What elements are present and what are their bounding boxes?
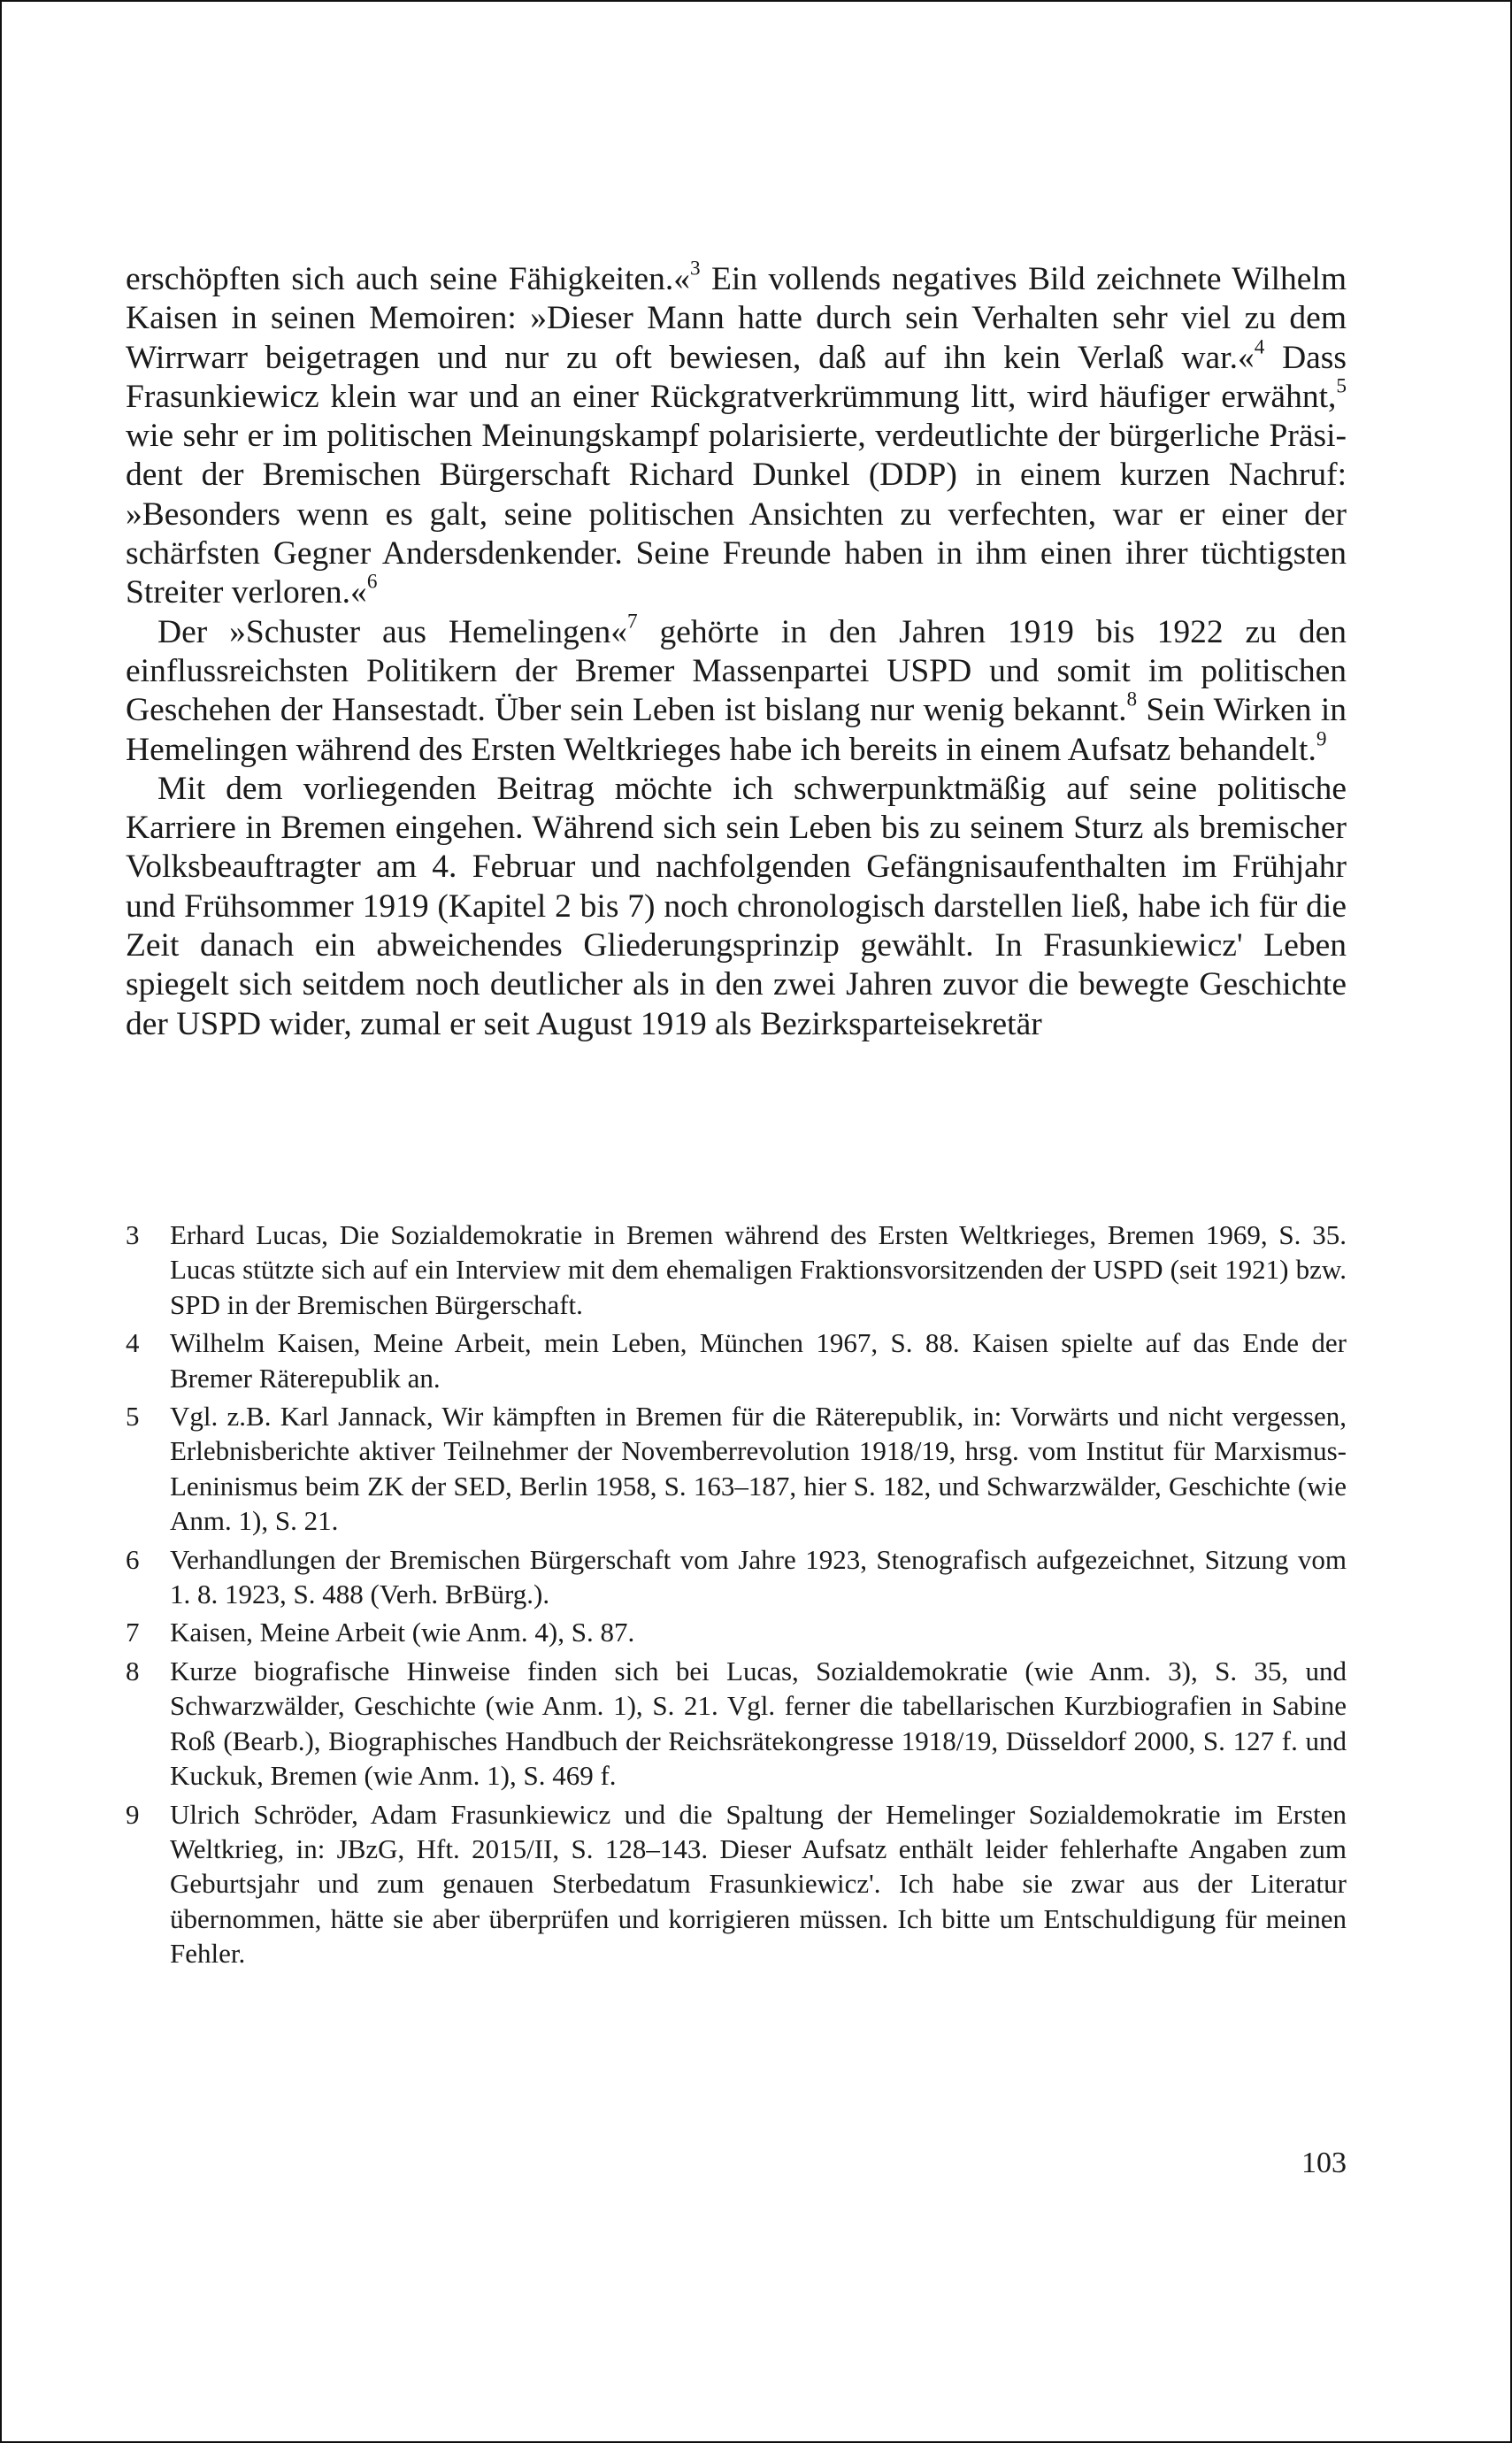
footnote-ref-8[interactable]: 8 — [1126, 688, 1138, 711]
footnote-4 — [126, 1325, 1347, 1395]
footnote-number: 4 — [126, 1327, 140, 1359]
footnote-ref-9[interactable]: 9 — [1316, 726, 1327, 750]
text-run: erschöpften sich auch seine Fähigkeiten.« — [126, 261, 690, 297]
footnote-number: 5 — [126, 1401, 140, 1433]
footnote-ref-3[interactable]: 3 — [689, 257, 701, 280]
text-run: Der »Schuster aus Hemelingen« — [157, 613, 627, 650]
footnote-number: 3 — [126, 1219, 140, 1250]
footnote-ref-4[interactable]: 4 — [1254, 334, 1265, 358]
footnote-number: 6 — [126, 1543, 140, 1575]
footnote-5 — [126, 1399, 1347, 1539]
text-run: Ein vollends negatives Bild zeichnete Wilhelm Kaisen in seinen Memoiren: »Dieser Mann hatte durch sein Verhalten sehr viel zu dem Wirrwarr beigetragen und nur zu oft bewiesen, daß auf ihn kein Verlaß war.« — [126, 261, 1347, 376]
text-run: Dass Frasunkiewicz klein war und an einer Rückgratverkrümmung litt, wird häufiger erwähnt, — [126, 339, 1347, 415]
page-number: 103 — [1301, 2147, 1347, 2179]
footnote-text: Vgl. z.B. Karl Jannack, Wir kämpften in Bremen für die Räterepublik, in: Vorwärts und nicht vergessen, Erlebnisberichte aktiver Teilnehmer der Novemberrevolution 1918/19, hrsg. vom Institut für Marxismus- Leninismus beim ZK der SED, Berlin 1958, S. 163–187, hier S. 182, und Schwarzwälder, Geschichte (wie Anm. 1), S. 21. — [170, 1401, 1347, 1537]
main-text — [126, 257, 1347, 1044]
footnote-number: 7 — [126, 1617, 140, 1648]
footnote-ref-5[interactable]: 5 — [1336, 374, 1347, 398]
footnote-text: Kurze biografische Hinweise finden sich bei Lucas, Sozialdemokratie (wie Anm. 3), S. 35, und Schwarzwälder, Geschichte (wie Anm. 1), S. 21. Vgl. ferner die tabellarischen Kurzbiografien in Sabine Roß (Bearb.), Biographisches Handbuch der Reichsrätekongresse 1918/19, Düsseldorf 2000, S. 127 f. und Kuckuk, Bremen (wie Anm. 1), S. 469 f. — [170, 1655, 1347, 1792]
text-run: Sein Wirken in Hemelingen während des Ersten Weltkrieges habe ich bereits in einem Aufsatz behandelt. — [126, 692, 1347, 768]
footnote-text: Ulrich Schröder, Adam Frasunkiewicz und die Spaltung der Hemelinger Sozialdemokratie im Ersten Weltkrieg, in: JBzG, Hft. 2015/II, S. 128–143. Dieser Aufsatz enthält leider fehlerhafte Angaben zum Geburtsjahr und zum genauen Sterbedatum Frasunkiewicz'. Ich habe sie zwar aus der Literatur übernommen, hätte sie aber überprüfen und korrigieren müssen. Ich bitte um Entschuldigung für meinen Fehler. — [170, 1798, 1347, 1970]
paragraph-1 — [126, 257, 1347, 613]
footnotes — [126, 1218, 1347, 1975]
footnote-text: Kaisen, Meine Arbeit (wie Anm. 4), S. 87. — [170, 1617, 635, 1648]
text-run: wie sehr er im politischen Meinungskampf polarisierte, verdeutlichte der bürgerliche Präsident der Bremischen Bürgerschaft Richard Dunkel (DDP) in einem kurzen Nachruf: »Besonders wenn es galt, seine politischen Ansichten zu verfechten, war er einer der schärfsten Gegner Andersdenkender. Seine Freunde haben in ihm einen ihrer tüchtigsten Streiter verloren.« — [126, 418, 1347, 611]
footnote-3 — [126, 1218, 1347, 1322]
footnote-text: Verhandlungen der Bremischen Bürgerschaft vom Jahre 1923, Stenografisch aufgezeichnet, Sitzung vom 1. 8. 1923, S. 488 (Verh. BrBürg.). — [170, 1543, 1347, 1610]
footnote-text: Erhard Lucas, Die Sozialdemokratie in Bremen während des Ersten Weltkrieges, Bremen 1969, S. 35. Lucas stützte sich auf ein Interview mit dem ehemaligen Fraktionsvorsitzenden der USPD (seit 1921) bzw. SPD in der Bremischen Bürgerschaft. — [170, 1219, 1347, 1320]
paragraph-3: Mit dem vorliegenden Beitrag möchte ich schwerpunktmäßig auf seine politische Karriere in Bremen eingehen. Während sich sein Leben bis zu seinem Sturz als bremischer Volksbeauftragter am 4. Februar und nachfolgenden Gefängnisaufenthalten im Frühjahr und Frühsommer 1919 (Kapitel 2 bis 7) noch chronologisch darstellen ließ, habe ich für die Zeit danach ein abweichendes Gliederungsprinzip gewählt. In Frasunkiewicz' Leben spiegelt sich seitdem noch deutlicher als in den zwei Jahren zuvor die bewegte Geschichte der USPD wider, zumal er seit August 1919 als Bezirksparteisekretär — [126, 770, 1347, 1042]
footnote-ref-7[interactable]: 7 — [626, 609, 638, 633]
paragraph-2 — [126, 609, 1347, 770]
footnote-8 — [126, 1654, 1347, 1794]
footnote-9 — [126, 1797, 1347, 1971]
footnote-number: 9 — [126, 1798, 140, 1830]
text-run: gehörte in den Jahren 1919 bis 1922 zu den einflussreichsten Politikern der Bremer Massenpartei USPD und somit im politischen Geschehen der Hansestadt. Über sein Leben ist bislang nur wenig bekannt. — [126, 613, 1347, 729]
footnote-7 — [126, 1615, 1347, 1649]
footnote-number: 8 — [126, 1655, 140, 1686]
footnote-6 — [126, 1542, 1347, 1612]
footnote-ref-6[interactable]: 6 — [366, 570, 378, 594]
footnote-text: Wilhelm Kaisen, Meine Arbeit, mein Leben, München 1967, S. 88. Kaisen spielte auf das Ende der Bremer Räterepublik an. — [170, 1327, 1347, 1394]
